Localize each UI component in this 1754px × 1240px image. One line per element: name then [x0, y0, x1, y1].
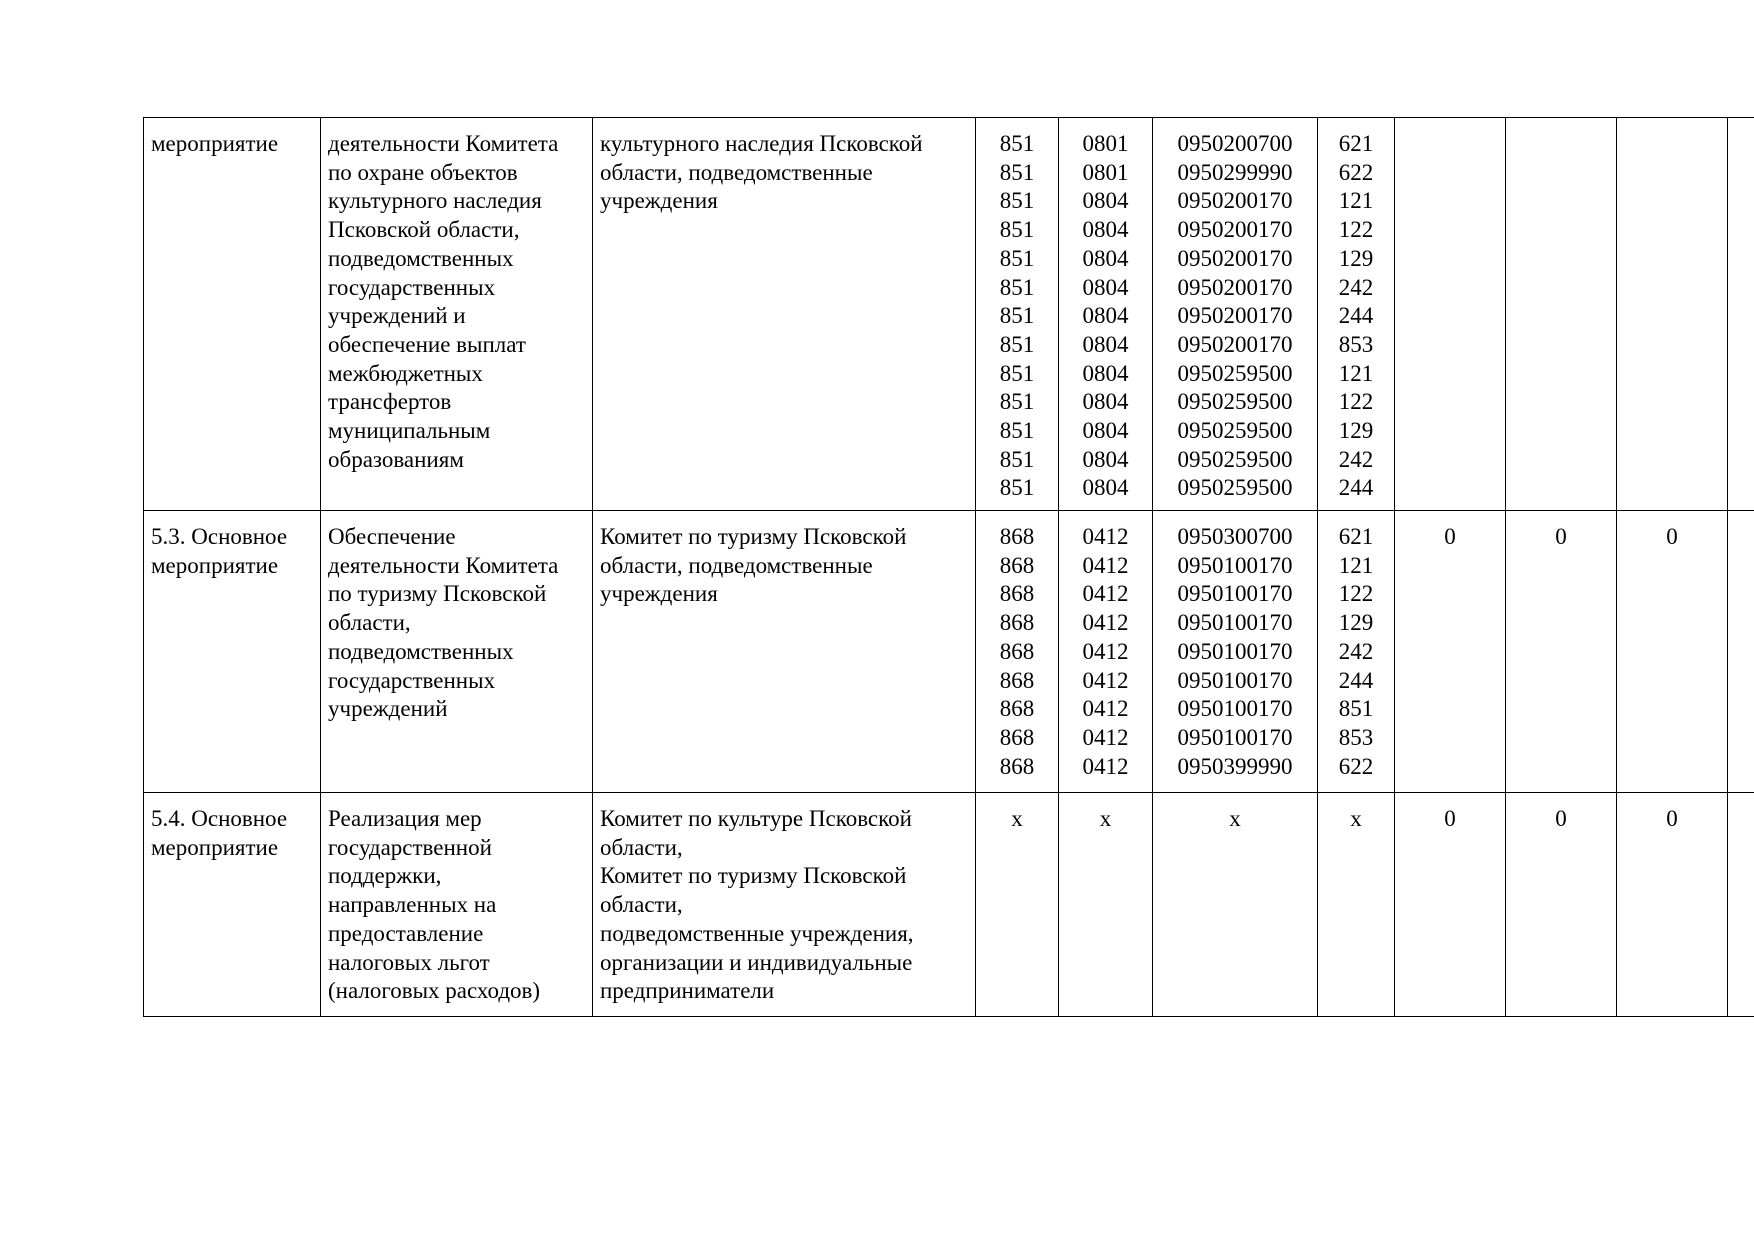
value-cell	[1395, 118, 1506, 511]
value-cell	[1728, 118, 1754, 511]
value-cell	[1728, 511, 1754, 793]
value-cell: 0	[1395, 793, 1506, 1017]
program-table	[143, 117, 1754, 1017]
value-cell	[1728, 793, 1754, 1017]
grbs-cell: 851 851 851 851 851 851 851 851 851 851 851 851 851	[976, 118, 1059, 511]
csr-cell: 0950200700 0950299990 0950200170 0950200170 0950200170 0950200170 0950200170 0950200170 0950259500 0950259500 0950259500 0950259500 0950259500	[1153, 118, 1318, 511]
event-cell: 5.4. Основное мероприятие	[144, 793, 321, 1017]
description-cell: Реализация мер государственной поддержки, направленных на предоставление налоговых льгот (налоговых расходов)	[321, 793, 593, 1017]
value-cell: 0	[1506, 793, 1617, 1017]
value-cell	[1506, 118, 1617, 511]
table-row	[144, 511, 1754, 793]
description-cell: Обеспечение деятельности Комитета по туризму Псковской области, подведомственных государственных учреждений	[321, 511, 593, 793]
csr-cell: 0950300700 0950100170 0950100170 0950100170 0950100170 0950100170 0950100170 0950100170 0950399990	[1153, 511, 1318, 793]
event-cell: мероприятие	[144, 118, 321, 511]
executor-cell: Комитет по туризму Псковской области, подведомственные учреждения	[593, 511, 976, 793]
rzpr-cell: 0801 0801 0804 0804 0804 0804 0804 0804 0804 0804 0804 0804 0804	[1059, 118, 1153, 511]
value-cell: 0	[1395, 511, 1506, 793]
description-cell: деятельности Комитета по охране объектов культурного наследия Псковской области, подведомственных государственных учреждений и обеспечение выплат межбюджетных трансфертов муниципальным образованиям	[321, 118, 593, 511]
event-cell: 5.3. Основное мероприятие	[144, 511, 321, 793]
vr-cell: 621 622 121 122 129 242 244 853 121 122 129 242 244	[1318, 118, 1395, 511]
table-row	[144, 793, 1754, 1017]
executor-cell: Комитет по культуре Псковской области, Комитет по туризму Псковской области, подведомственные учреждения, организации и индивидуальные предприниматели	[593, 793, 976, 1017]
grbs-cell: 868 868 868 868 868 868 868 868 868	[976, 511, 1059, 793]
value-cell: 0	[1506, 511, 1617, 793]
vr-cell: х	[1318, 793, 1395, 1017]
vr-cell: 621 121 122 129 242 244 851 853 622	[1318, 511, 1395, 793]
value-cell: 0	[1617, 793, 1728, 1017]
rzpr-cell: х	[1059, 793, 1153, 1017]
grbs-cell: х	[976, 793, 1059, 1017]
rzpr-cell: 0412 0412 0412 0412 0412 0412 0412 0412 0412	[1059, 511, 1153, 793]
csr-cell: х	[1153, 793, 1318, 1017]
value-cell	[1617, 118, 1728, 511]
table-row	[144, 118, 1754, 511]
executor-cell: культурного наследия Псковской области, подведомственные учреждения	[593, 118, 976, 511]
value-cell: 0	[1617, 511, 1728, 793]
